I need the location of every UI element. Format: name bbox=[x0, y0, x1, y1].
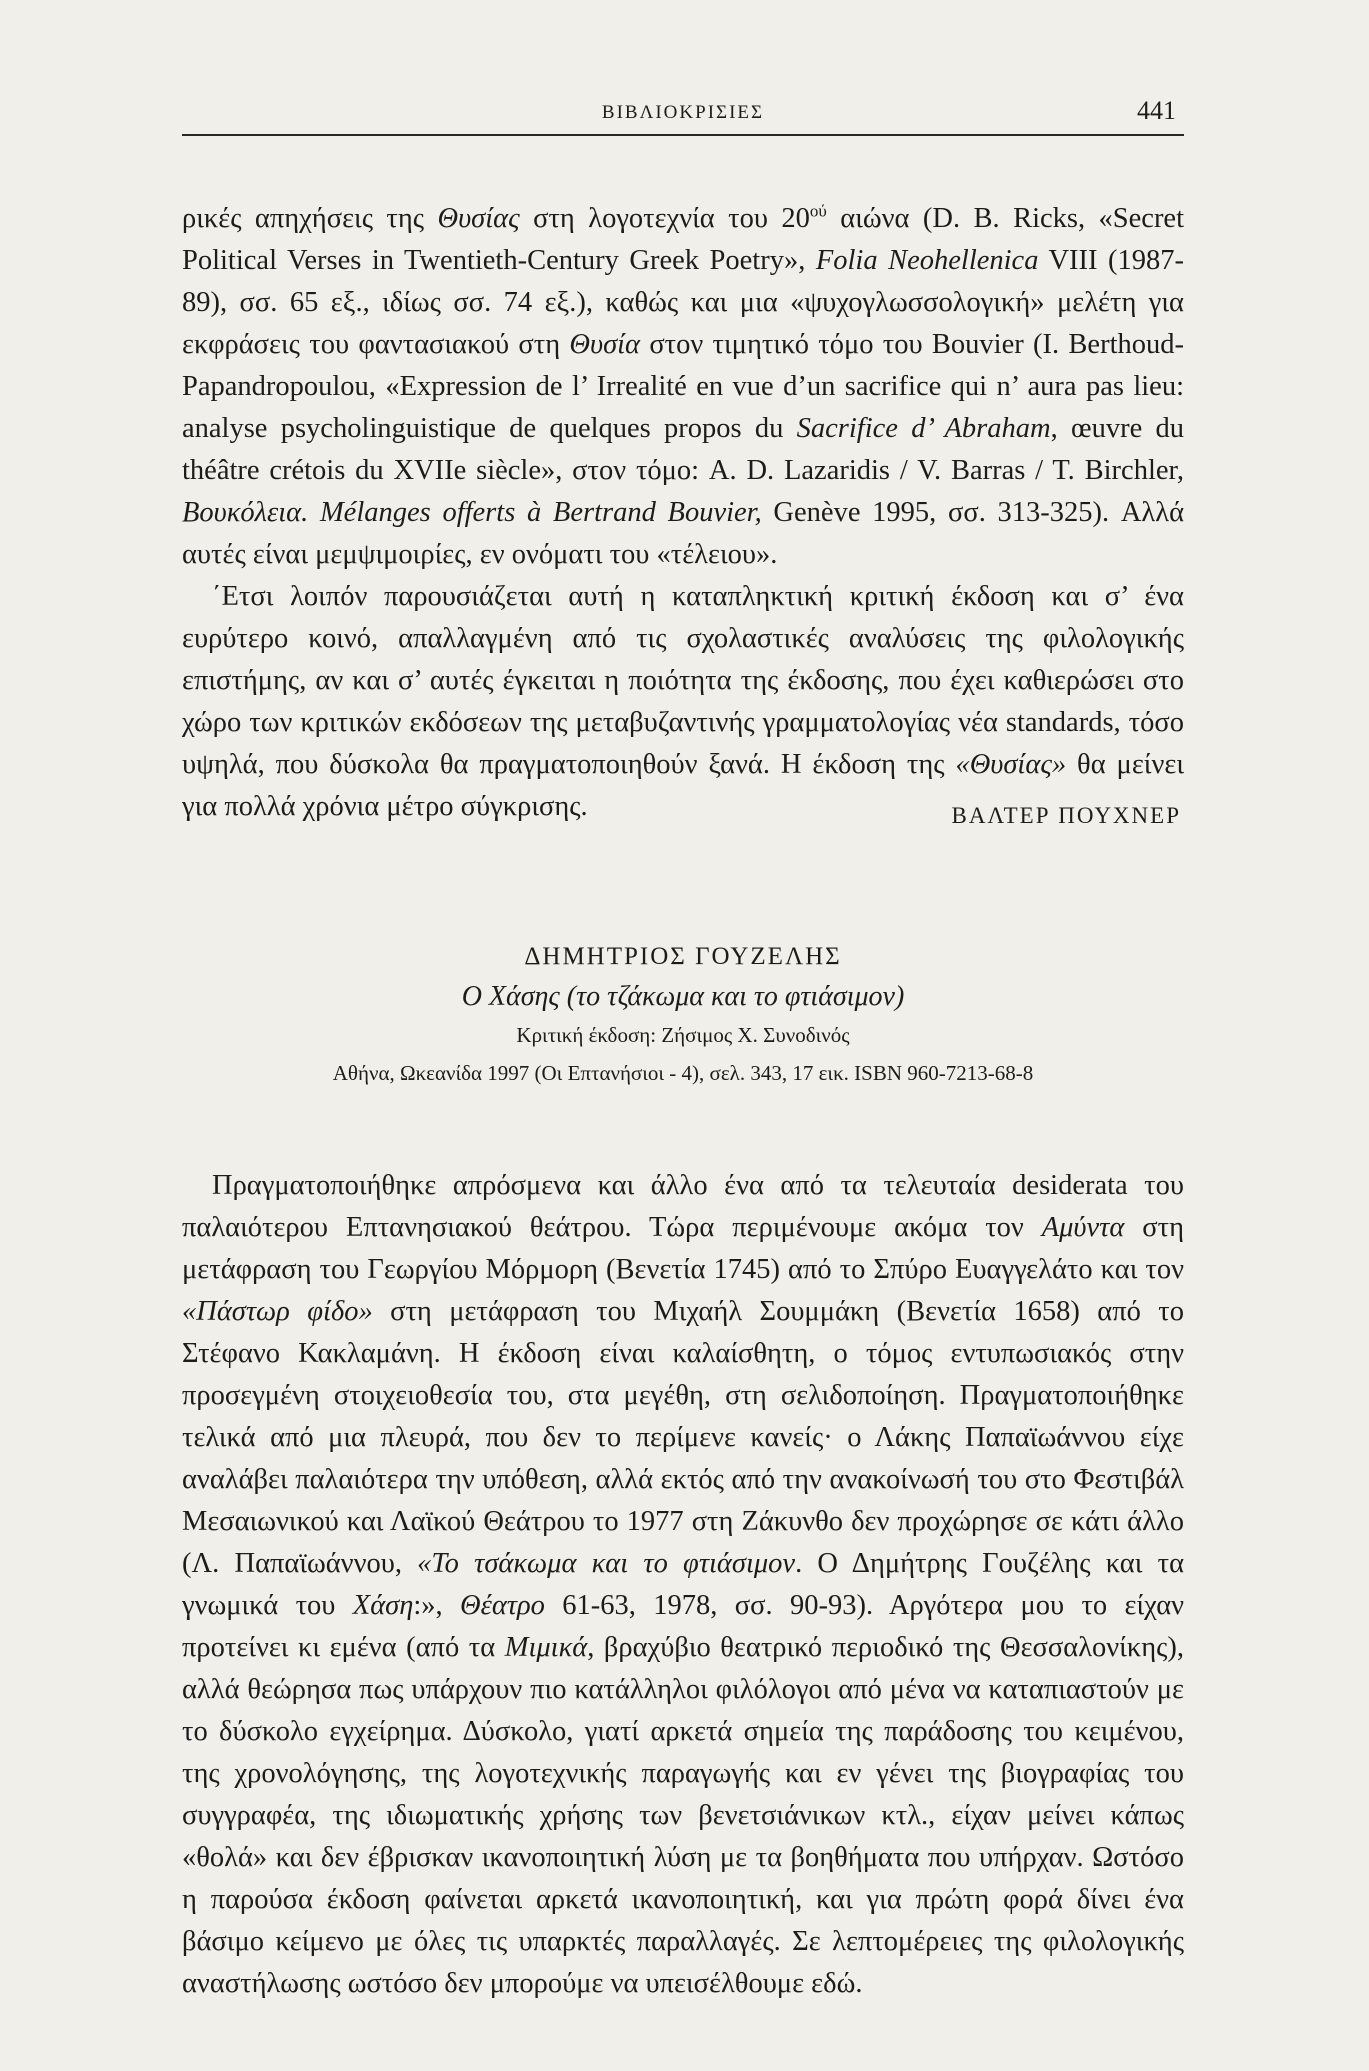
text-run: VIII (1987-89), σσ. 65 εξ., ιδίως σσ. 74 εξ.), καθώς και μια «ψυχογλωσσολογική» μελέτη για εκφράσεις του φαντασιακού στη bbox=[182, 245, 1185, 360]
running-title: ΒΙΒΛΙΟΚΡΙΣΙΕΣ bbox=[601, 102, 765, 123]
review-continuation bbox=[182, 198, 1184, 828]
text-run: στον τιμητικό τόμο του Bouvier (I. Berthoud-Papandropoulou, «Expression de l’ Irrealité en vue d’un sacrifice qui n’ aura pas lieu: analyse psycholinguistique de quelques propos du bbox=[182, 329, 1184, 444]
text-run: θα μείνει για πολλά χρόνια μέτρο σύγκρισης. bbox=[182, 749, 1184, 822]
book-editor: Κριτική έκδοση: Ζήσιμος Χ. Συνοδινός bbox=[516, 1023, 850, 1047]
text-run: :», bbox=[413, 1590, 461, 1621]
text-run: στη μετάφραση του Μιχαήλ Σουμμάκη (Βενετία 1658) από το Στέφανο Κακλαμάνη. Η έκδοση είναι καλαίσθητη, ο τόμος εντυπωσιακός στην προσεγμένη στοιχειοθεσία του, στα μεγέθη, στη σελιδοποίηση. Πραγματοποιήθηκε τελικά από μια πλευρά, που δεν το περίμενε κανείς· ο Λάκης Παπαϊωάννου είχε αναλάβει παλαιότερα την υπόθεση, αλλά εκτός από την ανακοίνωσή του στο Φεστιβάλ Μεσαιωνικού και Λαϊκού Θεάτρου το 1977 στη Ζάκυνθο δεν προχώρησε σε κάτι άλλο (Λ. Παπαϊωάννου, bbox=[182, 1296, 1184, 1579]
italic-title: Θυσίας bbox=[437, 203, 520, 234]
italic-title: Χάση bbox=[352, 1590, 414, 1621]
text-run: Πραγματοποιήθηκε απρόσμενα και άλλο ένα από τα τελευταία desiderata του παλαιότερου Επτανησιακού θεάτρου. Τώρα περιμένουμε ακόμα τον bbox=[182, 1170, 1184, 1243]
running-header bbox=[182, 96, 1184, 136]
text-run: , œuvre du théâtre crétois du XVIIe siècle», στον τόμο: A. D. Lazaridis / V. Barras / T. Birchler, bbox=[182, 413, 1184, 486]
italic-title: «Πάστωρ φίδο» bbox=[182, 1296, 373, 1327]
text-run: Genève 1995, σσ. 313-325). Αλλά αυτές είναι μεμψιμοιρίες, εν ονόματι του «τέλειου». bbox=[182, 497, 1184, 570]
reviewer-signature: ΒΑΛΤΕΡ ΠΟΥΧΝΕΡ bbox=[951, 803, 1181, 828]
book-author: ΔΗΜΗΤΡΙΟΣ ΓΟΥΖΕΛΗΣ bbox=[524, 943, 842, 970]
text-run: 61-63, 1978, σσ. 90-93). Αργότερα μου το είχαν προτείνει κι εμένα (από τα bbox=[182, 1590, 1185, 1663]
text-run: . Ο Δημήτρης Γουζέλης και τα γνωμικά του bbox=[182, 1548, 1185, 1621]
book-heading bbox=[182, 937, 1184, 1093]
superscript: ού bbox=[809, 201, 827, 221]
paragraph-review bbox=[182, 1165, 1184, 2005]
italic-title: «Θυσίας» bbox=[955, 749, 1067, 780]
italic-title: Αμύντα bbox=[1041, 1212, 1125, 1243]
page-number: 441 bbox=[1137, 96, 1176, 125]
text-run: , βραχύβιο θεατρικό περιοδικό της Θεσσαλονίκης), αλλά θεώρησα πως υπάρχουν πιο κατάλληλοι φιλόλογοι από μένα να καταπιαστούν με το δύσκολο εγχείρημα. Δύσκολο, γιατί αρκετά σημεία της παράδοσης του κειμένου, της χρονολόγησης, της λογοτεχνικής παραγωγής και εν γένει της βιογραφίας του συγγραφέα, της ιδιωματικής χρήσης των βενετσιάνικων κτλ., είχαν μείνει κάπως «θολά» και δεν έβρισκαν ικανοποιητική λύση με τα βοηθήματα που υπήρχαν. Ωστόσο η παρούσα έκδοση φαίνεται αρκετά ικανοποιητική, και για πρώτη φορά δίνει ένα βάσιμο κείμενο με όλες τις υπαρκτές παραλλαγές. Σε λεπτομέρειες της φιλολογικής αναστήλωσης ωστόσο δεν μπορούμε να υπεισέλθουμε εδώ. bbox=[182, 1632, 1185, 1999]
italic-title: Sacrifice d’ Abraham bbox=[796, 413, 1051, 444]
text-run: ΄Ετσι λοιπόν παρουσιάζεται αυτή η καταπληκτική κριτική έκδοση και σ’ ένα ευρύτερο κοινό, απαλλαγμένη από τις σχολαστικές αναλύσεις της φιλολογικής επιστήμης, αν και σ’ αυτές έγκειται η ποιότητα της έκδοσης, που έχει καθιερώσει στο χώρο των κριτικών εκδόσεων της μεταβυζαντινής γραμματολογίας νέα standards, τόσο υψηλά, που δύσκολα θα πραγματοποιηθούν ξανά. Η έκδοση της bbox=[182, 581, 1184, 780]
text-run: ρικές απηχήσεις της bbox=[182, 203, 438, 234]
italic-title: «Το τσάκωμα και το φτιάσιμον bbox=[417, 1548, 796, 1579]
italic-title: Θυσία bbox=[569, 329, 641, 360]
paragraph-conclusion bbox=[182, 576, 1184, 828]
italic-title: Βουκόλεια. Mélanges offerts à Bertrand Bouvier, bbox=[182, 497, 762, 528]
italic-title: Folia Neohellenica bbox=[815, 245, 1039, 276]
italic-title: Μιμικά bbox=[504, 1632, 588, 1663]
book-publication-info: Αθήνα, Ωκεανίδα 1997 (Οι Επτανήσιοι - 4), σελ. 343, 17 εικ. ISBN 960-7213-68-8 bbox=[332, 1061, 1034, 1085]
text-run: αιώνα (D. B. Ricks, «Secret Political Verses in Twentieth-Century Greek Poetry», bbox=[182, 203, 1185, 276]
text-run: στη λογοτεχνία του 20 bbox=[519, 203, 810, 234]
text-run: στη μετάφραση του Γεωργίου Μόρμορη (Βενετία 1745) από το Σπύρο Ευαγγελάτο και τον bbox=[182, 1212, 1184, 1285]
italic-title: Θέατρο bbox=[460, 1590, 545, 1621]
book-title: Ο Χάσης (το τζάκωμα και το φτιάσιμον) bbox=[461, 981, 905, 1012]
review-body bbox=[182, 1165, 1184, 2005]
paragraph-continued bbox=[182, 198, 1184, 576]
